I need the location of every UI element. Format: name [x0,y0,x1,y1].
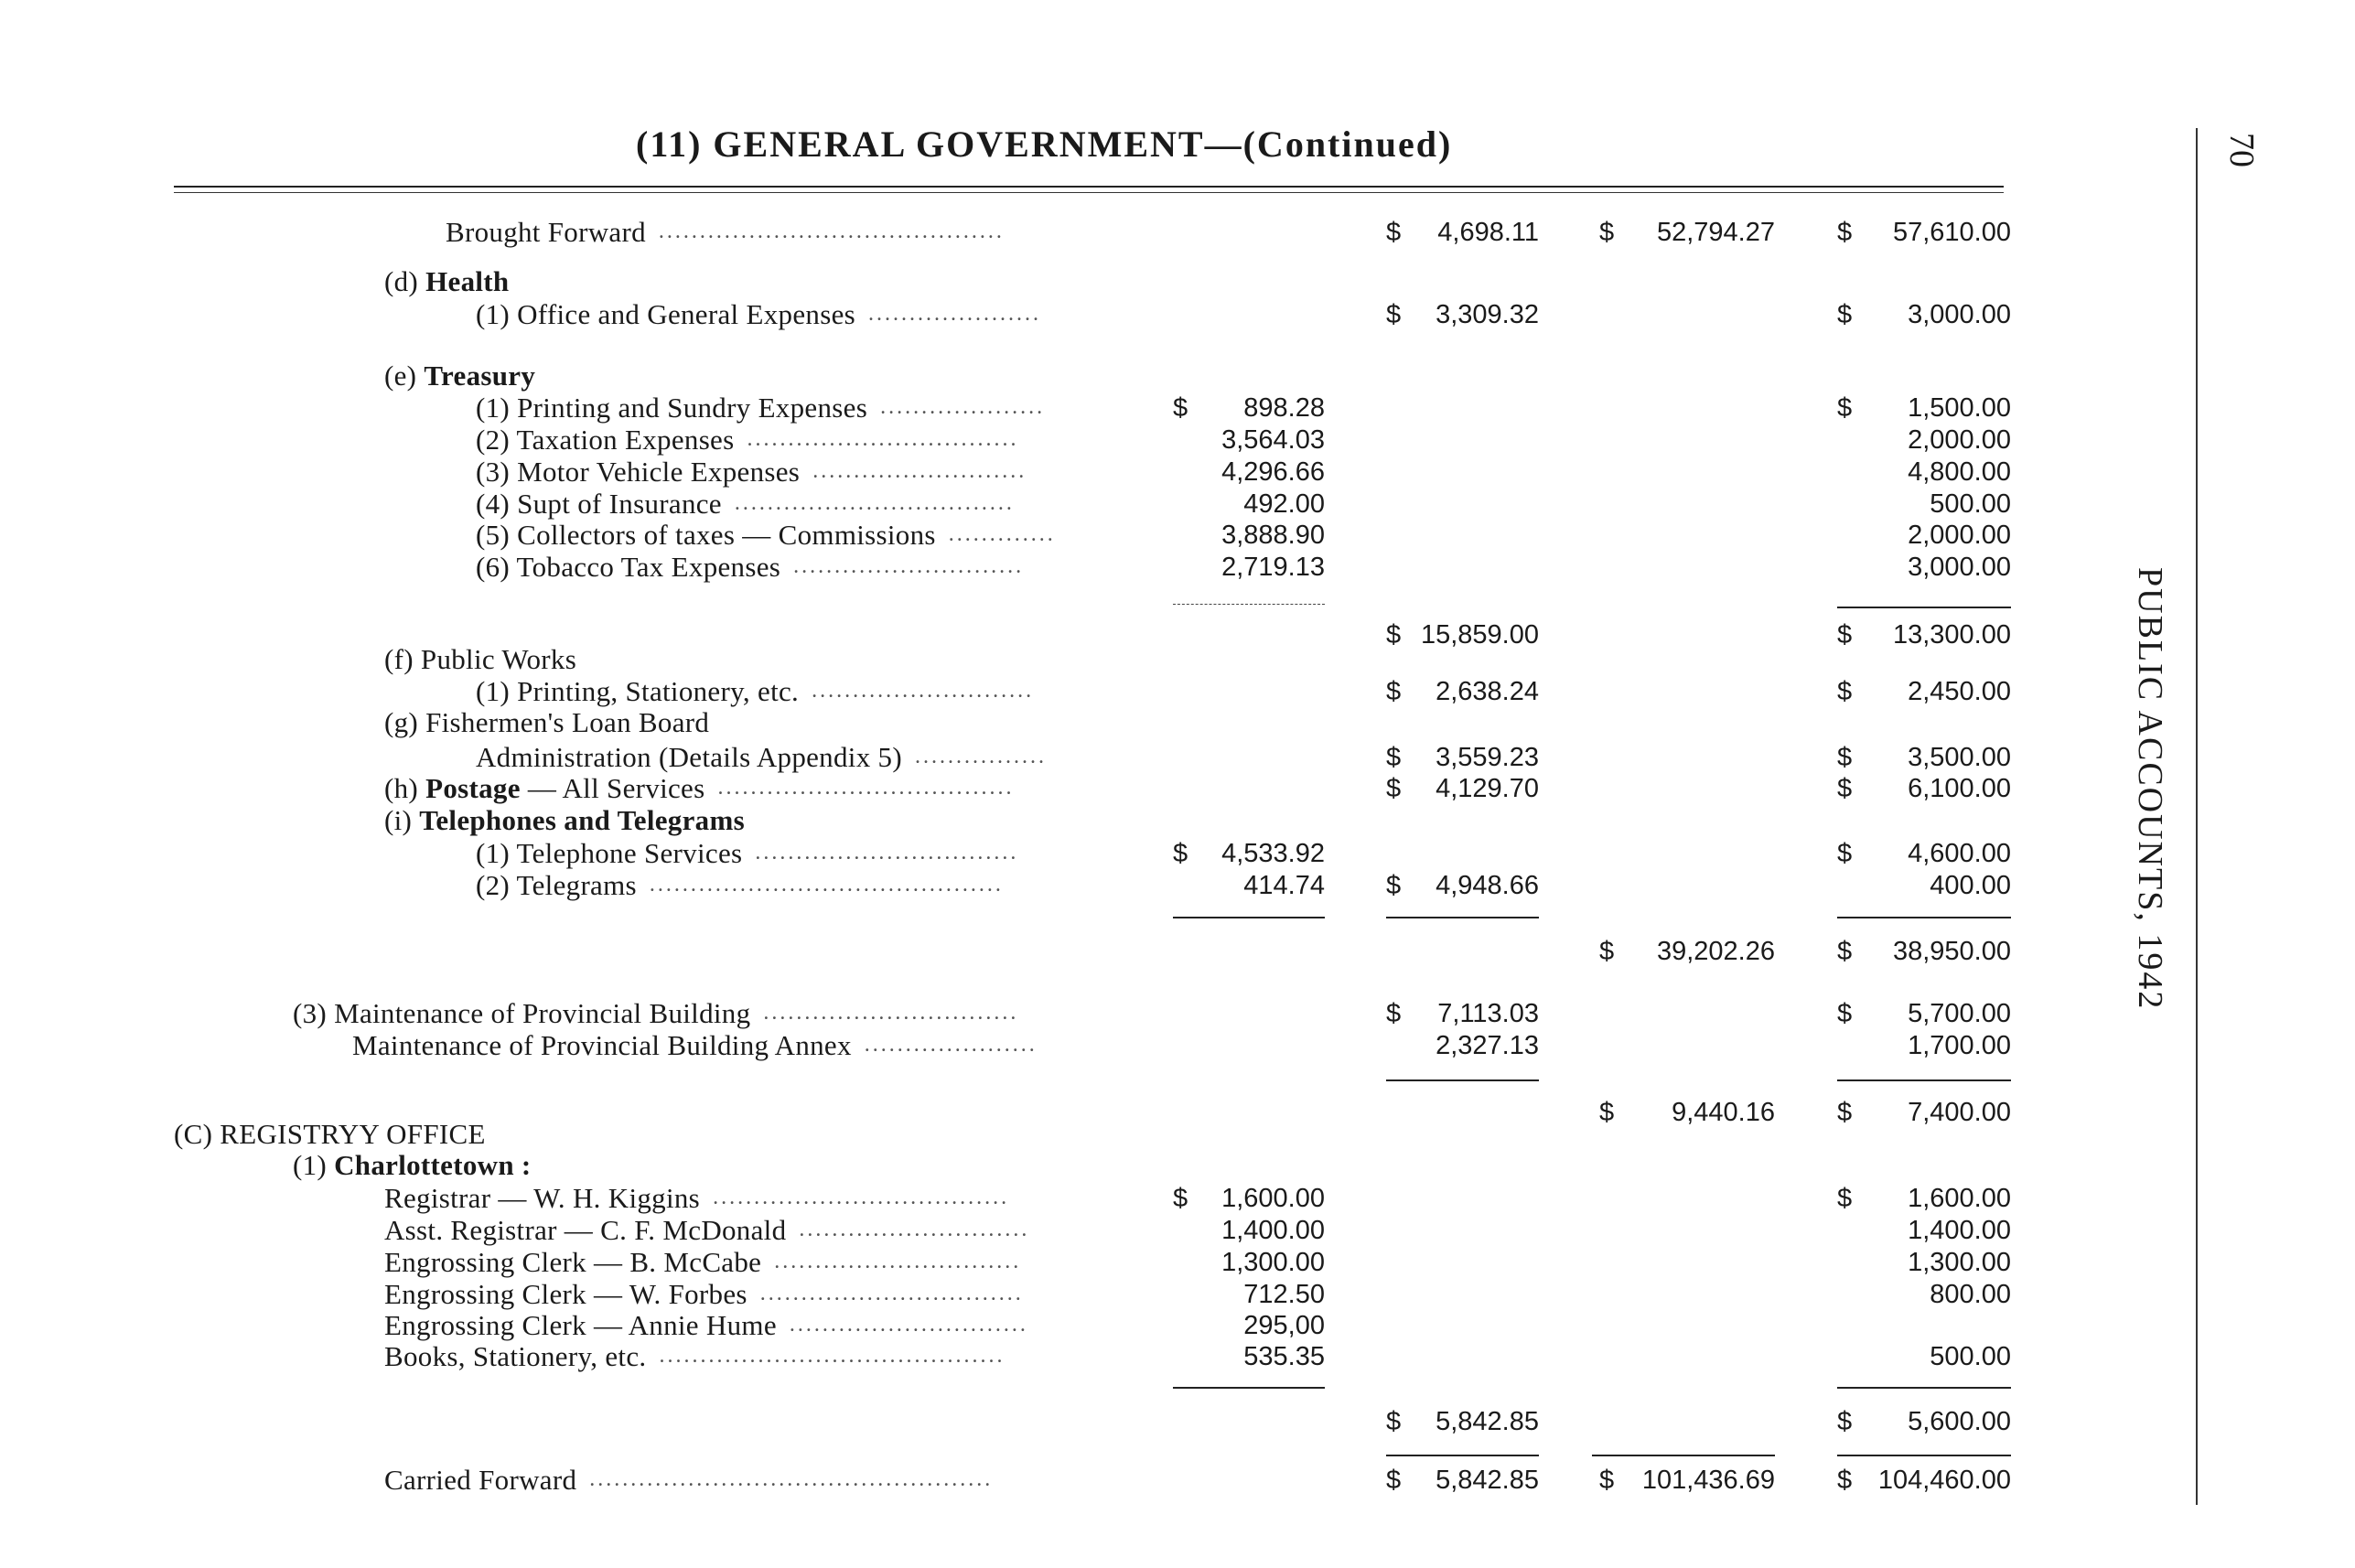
row-label: (2) Taxation Expenses [476,424,735,456]
row-label: (h) Postage — All Services [384,772,705,804]
dollar-sign: $ [1837,393,1853,423]
total-rule [1837,1455,2011,1456]
amount-c4: 2,000.00 [1908,425,2011,455]
amount-c1: 712.50 [1243,1280,1325,1309]
dollar-sign: $ [1599,1098,1615,1127]
side-header: PUBLIC ACCOUNTS, 1942 [2131,567,2169,1011]
amount-c1: 2,719.13 [1221,553,1325,582]
dollar-sign: $ [1837,620,1853,650]
amount-c2: 4,129.70 [1436,774,1539,803]
dollar-sign: $ [1386,774,1402,803]
total-rule [1837,1079,2011,1081]
dollar-sign: $ [1837,1466,1853,1495]
row-label: (4) Supt of Insurance [476,488,722,520]
total-rule [1173,917,1325,918]
total-rule [1386,1455,1539,1456]
leader-dots: ................................. [747,427,1019,451]
amount-c2: 3,559.23 [1436,743,1539,772]
leader-dots: .......................... [812,459,1027,483]
amount-c4: 1,400.00 [1908,1216,2011,1245]
amount-c1: 535.35 [1243,1342,1325,1371]
amount-c4: 5,700.00 [1908,999,2011,1028]
leader-dots: ................................ [759,1282,1024,1305]
leader-dots: .................................. [734,491,1015,515]
row-label: (e) Treasury [384,360,536,392]
amount-c4: 2,450.00 [1908,677,2011,706]
leader-dots: ............................... [763,1001,1019,1025]
total-rule [1837,917,2011,918]
leader-dots: ................................ [755,841,1019,865]
total-rule [1386,917,1539,918]
row-label: (1) Charlottetown : [293,1149,532,1181]
amount-c1: 4,533.92 [1221,839,1325,868]
row-label: (C) REGISTRYY OFFICE [174,1118,486,1150]
dollar-sign: $ [1173,839,1188,868]
row-label: (1) Telephone Services [476,837,743,869]
amount-c3: 101,436.69 [1641,1466,1775,1495]
amount-c2: 2,638.24 [1436,677,1539,706]
amount-c4: 3,000.00 [1908,553,2011,582]
leader-dots: .................................... [717,776,1015,800]
amount-c4: 104,460.00 [1877,1466,2011,1495]
row-label: Engrossing Clerk — W. Forbes [384,1278,747,1310]
dollar-sign: $ [1599,937,1615,966]
amount-c4: 800.00 [1930,1280,2011,1309]
header-rule-2 [174,192,2004,193]
page-number: 70 [2222,133,2261,167]
page-title: (11) GENERAL GOVERNMENT—(Continued) [636,124,1453,165]
dollar-sign: $ [1386,677,1402,706]
amount-c3: 52,794.27 [1656,218,1775,247]
amount-c1: 4,296.66 [1221,457,1325,487]
dollar-sign: $ [1837,218,1853,247]
total-rule [1837,607,2011,608]
amount-c4: 5,600.00 [1908,1407,2011,1436]
amount-c4: 3,500.00 [1908,743,2011,772]
dollar-sign: $ [1837,774,1853,803]
leader-dots: ............................ [799,1218,1030,1241]
amount-c3: 39,202.26 [1656,937,1775,966]
amount-c4: 6,100.00 [1908,774,2011,803]
amount-c4: 7,400.00 [1908,1098,2011,1127]
row-label: Asst. Registrar — C. F. McDonald [384,1214,787,1246]
leader-dots: .................... [880,395,1046,419]
dollar-sign: $ [1173,1184,1188,1213]
amount-c4: 3,000.00 [1908,300,2011,329]
dollar-sign: $ [1837,937,1853,966]
dollar-sign: $ [1386,218,1402,247]
dollar-sign: $ [1386,871,1402,900]
amount-c1: 1,600.00 [1221,1184,1325,1213]
amount-c2: 5,842.85 [1436,1466,1539,1495]
row-label: Engrossing Clerk — B. McCabe [384,1246,762,1278]
row-label: (1) Office and General Expenses [476,298,855,330]
row-label: (6) Tobacco Tax Expenses [476,551,781,583]
row-label: (5) Collectors of taxes — Commissions [476,519,936,551]
amount-c1: 1,400.00 [1221,1216,1325,1245]
leader-dots: ............. [948,522,1056,546]
amount-c4: 1,500.00 [1908,393,2011,423]
row-label: Carried Forward [384,1464,577,1496]
amount-c1: 3,564.03 [1221,425,1325,455]
row-label: Books, Stationery, etc. [384,1340,647,1372]
dollar-sign: $ [1837,999,1853,1028]
dollar-sign: $ [1837,677,1853,706]
total-rule [1592,1455,1775,1456]
leader-dots: .............................. [774,1250,1022,1273]
dollar-sign: $ [1837,839,1853,868]
leader-dots: ........................... [812,679,1035,703]
amount-c1: 295,00 [1243,1311,1325,1340]
dollar-sign: $ [1386,743,1402,772]
total-rule [1173,1387,1325,1389]
amount-c4: 57,610.00 [1892,218,2011,247]
amount-c1: 898.28 [1243,393,1325,423]
amount-c4: 1,300.00 [1908,1248,2011,1277]
total-rule [1173,604,1325,605]
leader-dots: ............................ [793,554,1025,578]
dollar-sign: $ [1386,999,1402,1028]
row-label: (g) Fishermen's Loan Board [384,706,710,738]
amount-c4: 500.00 [1930,1342,2011,1371]
row-label: Engrossing Clerk — Annie Hume [384,1309,777,1341]
row-label: (3) Motor Vehicle Expenses [476,456,801,488]
leader-dots: ..................... [864,1033,1038,1057]
amount-c1: 414.74 [1243,871,1325,900]
leader-dots: ..................... [868,302,1041,326]
amount-c4: 1,700.00 [1908,1031,2011,1060]
leader-dots: ................ [914,745,1047,768]
dollar-sign: $ [1599,218,1615,247]
row-label: Registrar — W. H. Kiggins [384,1182,701,1214]
amount-c1: 1,300.00 [1221,1248,1325,1277]
header-rule [174,186,2004,188]
leader-dots: ................................................. [589,1467,994,1491]
amount-c4: 400.00 [1930,871,2011,900]
row-label: (1) Printing, Stationery, etc. [476,675,800,707]
leader-dots: .......................................... [658,220,1005,243]
amount-c4: 1,600.00 [1908,1184,2011,1213]
dollar-sign: $ [1386,1407,1402,1436]
row-label: Brought Forward [446,216,646,248]
row-label: (3) Maintenance of Provincial Building [293,997,751,1029]
margin-rule [2196,128,2198,1505]
amount-c4: 4,800.00 [1908,457,2011,487]
amount-c4: 13,300.00 [1892,620,2011,650]
amount-c2: 15,859.00 [1420,620,1539,650]
amount-c2: 3,309.32 [1436,300,1539,329]
dollar-sign: $ [1386,1466,1402,1495]
row-label: (i) Telephones and Telegrams [384,804,745,836]
row-label: Administration (Details Appendix 5) [476,741,902,773]
amount-c4: 2,000.00 [1908,521,2011,550]
amount-c4: 4,600.00 [1908,839,2011,868]
amount-c4: 500.00 [1930,489,2011,519]
row-label: (2) Telegrams [476,869,637,901]
amount-c2: 5,842.85 [1436,1407,1539,1436]
dollar-sign: $ [1599,1466,1615,1495]
dollar-sign: $ [1386,300,1402,329]
leader-dots: ............................. [789,1313,1028,1337]
row-label: (d) Health [384,265,510,297]
dollar-sign: $ [1837,743,1853,772]
dollar-sign: $ [1837,1098,1853,1127]
leader-dots: ........................................... [649,873,1004,897]
leader-dots: .................................... [713,1186,1010,1209]
amount-c2: 7,113.03 [1437,999,1539,1028]
row-label: Maintenance of Provincial Building Annex [352,1029,852,1061]
amount-c2: 4,948.66 [1436,871,1539,900]
dollar-sign: $ [1837,1184,1853,1213]
total-rule [1386,1079,1539,1081]
row-label: (1) Printing and Sundry Expenses [476,392,868,424]
amount-c2: 2,327.13 [1436,1031,1539,1060]
total-rule [1837,1387,2011,1389]
amount-c3: 9,440.16 [1672,1098,1775,1127]
amount-c2: 4,698.11 [1437,218,1539,247]
leader-dots: .......................................... [659,1344,1005,1368]
dollar-sign: $ [1837,1407,1853,1436]
amount-c1: 492.00 [1243,489,1325,519]
amount-c4: 38,950.00 [1892,937,2011,966]
dollar-sign: $ [1837,300,1853,329]
amount-c1: 3,888.90 [1221,521,1325,550]
dollar-sign: $ [1386,620,1402,650]
dollar-sign: $ [1173,393,1188,423]
row-label: (f) Public Works [384,643,577,675]
